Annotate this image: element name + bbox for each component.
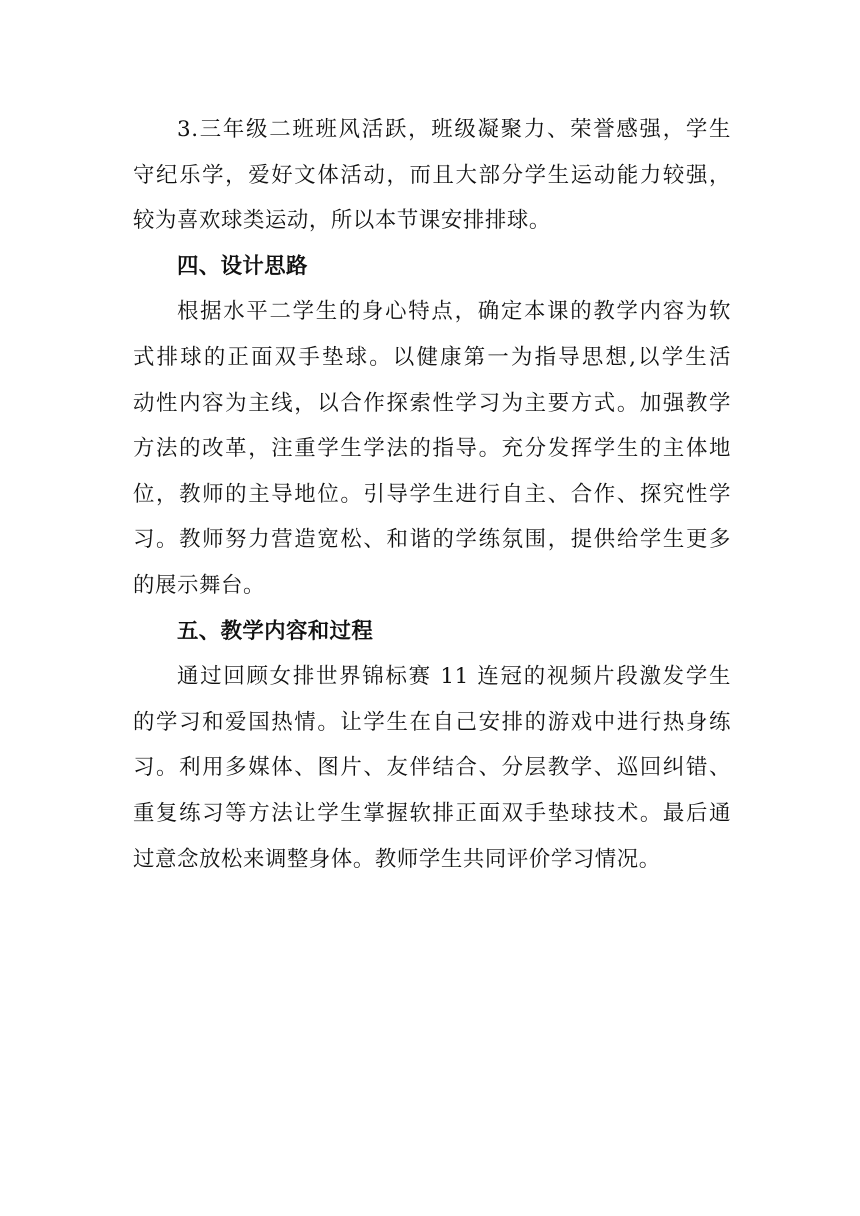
paragraph-teaching-content <box>133 654 731 882</box>
paragraph-line: 较为喜欢球类运动，所以本节课安排排球。 <box>133 208 551 234</box>
paragraph-line: 动性内容为主线，以合作探索性学习为主要方式。加强教学 <box>133 390 731 416</box>
paragraph-line: 根据水平二学生的身心特点，确定本课的教学内容为软 <box>177 299 731 325</box>
paragraph-line: 的学习和爱国热情。让学生在自己安排的游戏中进行热身练 <box>133 709 731 735</box>
paragraph-line: 通过回顾女排世界锦标赛 11 连冠的视频片段激发学生 <box>177 664 731 690</box>
paragraph-line: 过意念放松来调整身体。教师学生共同评价学习情况。 <box>133 846 661 872</box>
paragraph-line: 的展示舞台。 <box>133 572 265 598</box>
paragraph-line: 式排球的正面双手垫球。以健康第一为指导思想,以学生活 <box>133 344 731 370</box>
paragraph-line: 习。利用多媒体、图片、友伴结合、分层教学、巡回纠错、 <box>133 755 731 781</box>
paragraph-design-idea <box>133 289 731 608</box>
paragraph-line: 重复练习等方法让学生掌握软排正面双手垫球技术。最后通 <box>133 800 731 826</box>
document-page <box>133 107 731 882</box>
paragraph-line: 位，教师的主导地位。引导学生进行自主、合作、探究性学 <box>133 481 731 507</box>
paragraph-line: 习。教师努力营造宽松、和谐的学练氛围，提供给学生更多 <box>133 527 731 553</box>
section-heading-design-idea: 四、设计思路 <box>177 253 308 279</box>
paragraph-line: 守纪乐学，爱好文体活动，而且大部分学生运动能力较强， <box>133 162 731 188</box>
section-heading-teaching-content: 五、教学内容和过程 <box>177 618 374 644</box>
paragraph-line: 方法的改革，注重学生学法的指导。充分发挥学生的主体地 <box>133 436 731 462</box>
paragraph-class-description <box>133 107 731 244</box>
paragraph-line: 3.三年级二班班风活跃，班级凝聚力、荣誉感强，学生 <box>177 117 731 142</box>
